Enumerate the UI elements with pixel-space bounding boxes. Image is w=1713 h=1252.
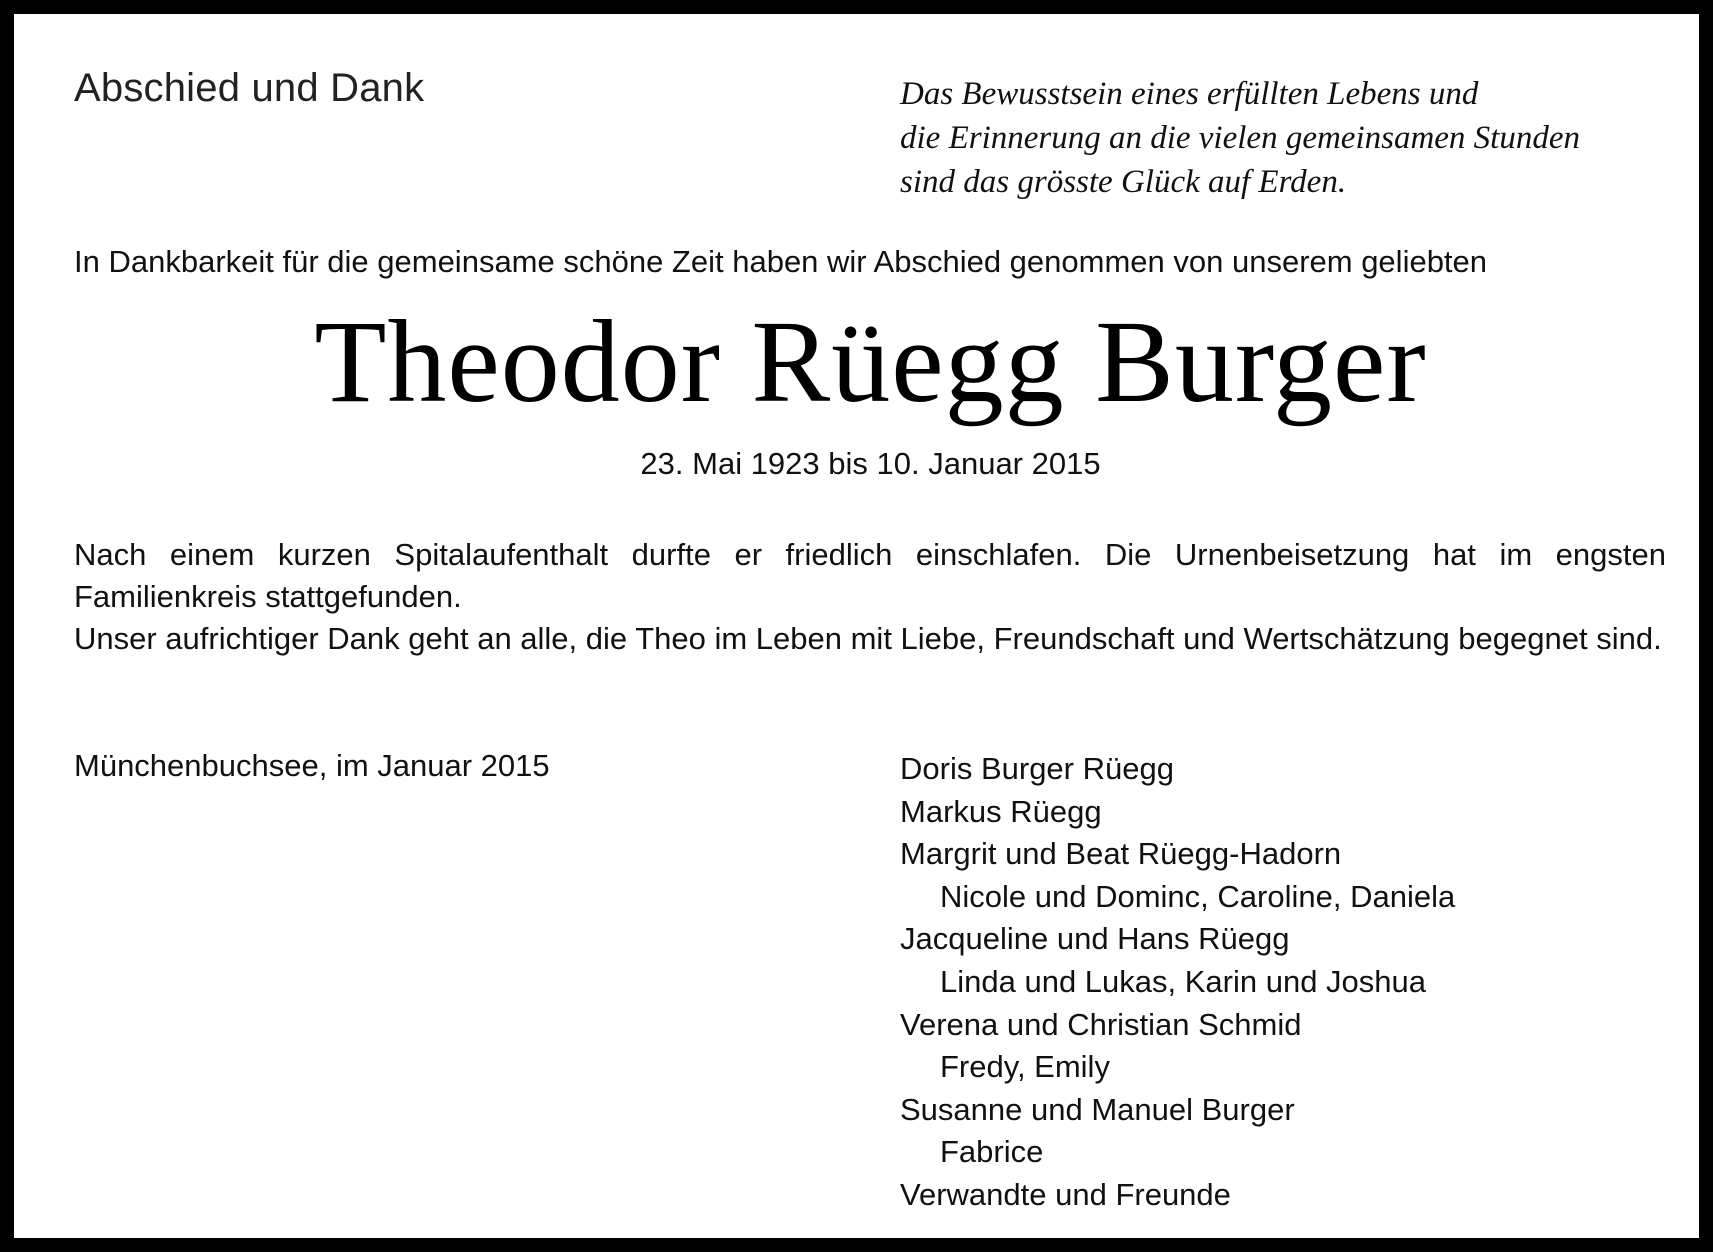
motto-line: die Erinnerung an die vielen gemeinsamen Stunden — [900, 120, 1580, 156]
body-paragraph: Unser aufrichtiger Dank geht an alle, die Theo im Leben mit Liebe, Freundschaft und Wertschätzung begegnet sind. — [74, 621, 1662, 656]
notice-body — [74, 534, 1666, 660]
mourner-entry: Margrit und Beat Rüegg-Hadorn — [900, 836, 1342, 872]
place-date: Münchenbuchsee, im Januar 2015 — [74, 748, 550, 783]
mourner-entry: Doris Burger Rüegg — [900, 751, 1174, 786]
deceased-name: Theodor Rüegg Burger — [314, 296, 1427, 427]
mourner-entry: Verwandte und Freunde — [900, 1176, 1231, 1212]
intro-text: In Dankbarkeit für die gemeinsame schöne Zeit haben wir Abschied genommen von unserem geliebten — [74, 244, 1488, 279]
mourner-entry: Susanne und Manuel Burger — [900, 1091, 1295, 1127]
body-paragraph: Nach einem kurzen Spitalaufenthalt durfte er friedlich einschlafen. Die Urnenbeisetzung hat im engsten Familienkreis stattgefunden. — [74, 537, 1666, 614]
mourner-entry: Fabrice — [940, 1134, 1044, 1170]
motto-quote — [900, 72, 1690, 204]
header-label: Abschied und Dank — [74, 66, 425, 110]
mourner-entry: Nicole und Dominc, Caroline, Daniela — [940, 878, 1456, 914]
mourner-entry: Fredy, Emily — [940, 1049, 1110, 1085]
mourner-entry: Jacqueline und Hans Rüegg — [900, 921, 1290, 957]
mourner-entry: Markus Rüegg — [900, 793, 1102, 829]
mourner-entry: Linda und Lukas, Karin und Joshua — [940, 963, 1427, 999]
mourner-entry: Verena und Christian Schmid — [900, 1006, 1302, 1042]
mourners-list — [900, 748, 1680, 1217]
motto-line: sind das grösste Glück auf Erden. — [900, 164, 1347, 200]
life-dates: 23. Mai 1923 bis 10. Januar 2015 — [640, 446, 1101, 481]
motto-line: Das Bewusstsein eines erfüllten Lebens und — [900, 76, 1479, 112]
